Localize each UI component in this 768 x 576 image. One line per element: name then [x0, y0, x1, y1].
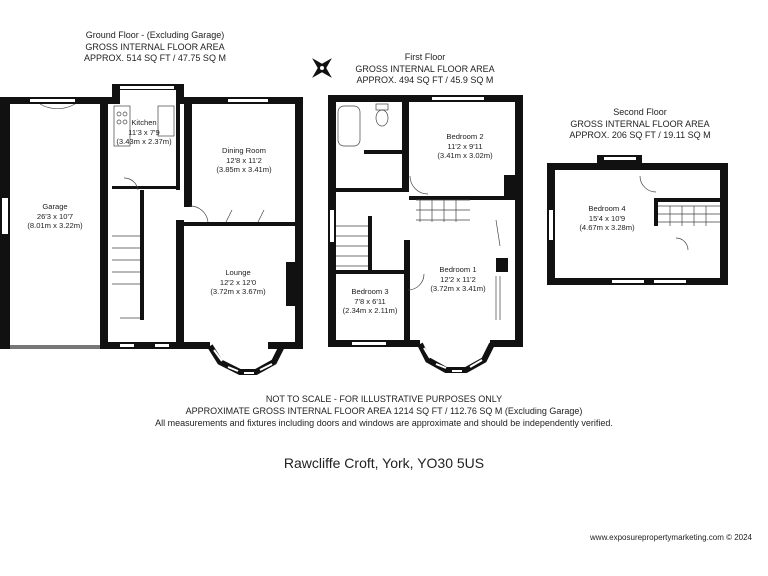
room-name: Bedroom 3 — [351, 287, 389, 296]
room-size-imperial: 12'8 x 11'2 — [226, 155, 262, 165]
ground-floor-header — [60, 30, 250, 65]
ground-floor-area-value: APPROX. 514 SQ FT / 47.75 SQ M — [84, 53, 226, 63]
room-name: Lounge — [225, 268, 251, 277]
room-name: Kitchen — [131, 118, 157, 127]
first-floor-title: First Floor — [404, 52, 446, 62]
room-name: Dining Room — [222, 146, 266, 155]
room-size-imperial: 15'4 x 10'9 — [588, 213, 626, 223]
ground-floor-title: Ground Floor - (Excluding Garage) — [85, 30, 225, 40]
room-size-imperial: 12'2 x 12'0 — [219, 277, 257, 287]
disclaimer-line-1: NOT TO SCALE - FOR ILLUSTRATIVE PURPOSES ONLY — [265, 394, 503, 404]
compass-rose-icon — [302, 48, 342, 88]
second-floor-title: Second Floor — [613, 107, 667, 117]
second-floor-area-label: GROSS INTERNAL FLOOR AREA — [570, 118, 710, 129]
room-size-metric: (3.85m x 3.41m) — [216, 165, 272, 175]
room-size-imperial: 26'3 x 10'7 — [36, 211, 74, 221]
room-size-metric: (4.67m x 3.28m) — [579, 223, 635, 233]
room-size-imperial: 11'2 x 9'11 — [447, 141, 483, 151]
room-name: Bedroom 2 — [446, 132, 484, 141]
room-label-bedroom-4 — [562, 204, 652, 233]
room-size-imperial: 12'2 x 11'2 — [440, 274, 476, 284]
room-label-dining-room — [196, 146, 292, 175]
second-floor-fittings — [640, 176, 720, 250]
room-size-metric: (3.41m x 3.02m) — [437, 151, 493, 161]
second-floor-header — [555, 107, 725, 142]
room-label-lounge — [190, 268, 286, 297]
second-floor-area-value: APPROX. 206 SQ FT / 19.11 SQ M — [569, 130, 711, 140]
room-label-bedroom-3 — [336, 287, 404, 316]
footer-credit: www.exposurepropertymarketing.com © 2024 — [590, 533, 752, 542]
disclaimer — [0, 393, 768, 429]
room-label-bedroom-2 — [418, 132, 512, 161]
room-name: Bedroom 1 — [439, 265, 477, 274]
property-address: Rawcliffe Croft, York, YO30 5US — [283, 455, 485, 471]
room-size-metric: (3.43m x 2.37m) — [116, 137, 172, 147]
room-size-imperial: 7'8 x 6'11 — [354, 296, 386, 306]
first-floor-area-label: GROSS INTERNAL FLOOR AREA — [355, 63, 495, 74]
room-label-bedroom-1 — [412, 265, 504, 294]
room-size-metric: (3.72m x 3.67m) — [210, 287, 266, 297]
room-size-metric: (8.01m x 3.22m) — [27, 221, 83, 231]
first-floor-bay-window — [420, 344, 492, 370]
room-name: Garage — [42, 202, 68, 211]
first-floor-area-value: APPROX. 494 SQ FT / 45.9 SQ M — [356, 75, 494, 85]
room-size-metric: (2.34m x 2.11m) — [342, 306, 398, 316]
room-size-imperial: 11'3 x 7'9 — [128, 127, 160, 137]
ground-floor-area-label: GROSS INTERNAL FLOOR AREA — [85, 41, 225, 52]
room-label-garage — [10, 202, 100, 231]
disclaimer-line-3: All measurements and fixtures including doors and windows are approximate and should be independently verified. — [155, 418, 613, 428]
room-name: Bedroom 4 — [588, 204, 626, 213]
room-size-metric: (3.72m x 3.41m) — [430, 284, 486, 294]
disclaimer-line-2: APPROXIMATE GROSS INTERNAL FLOOR AREA 1214 SQ FT / 112.76 SQ M (Excluding Garage) — [185, 406, 583, 416]
first-floor-header — [340, 52, 510, 87]
room-label-kitchen — [112, 118, 176, 147]
